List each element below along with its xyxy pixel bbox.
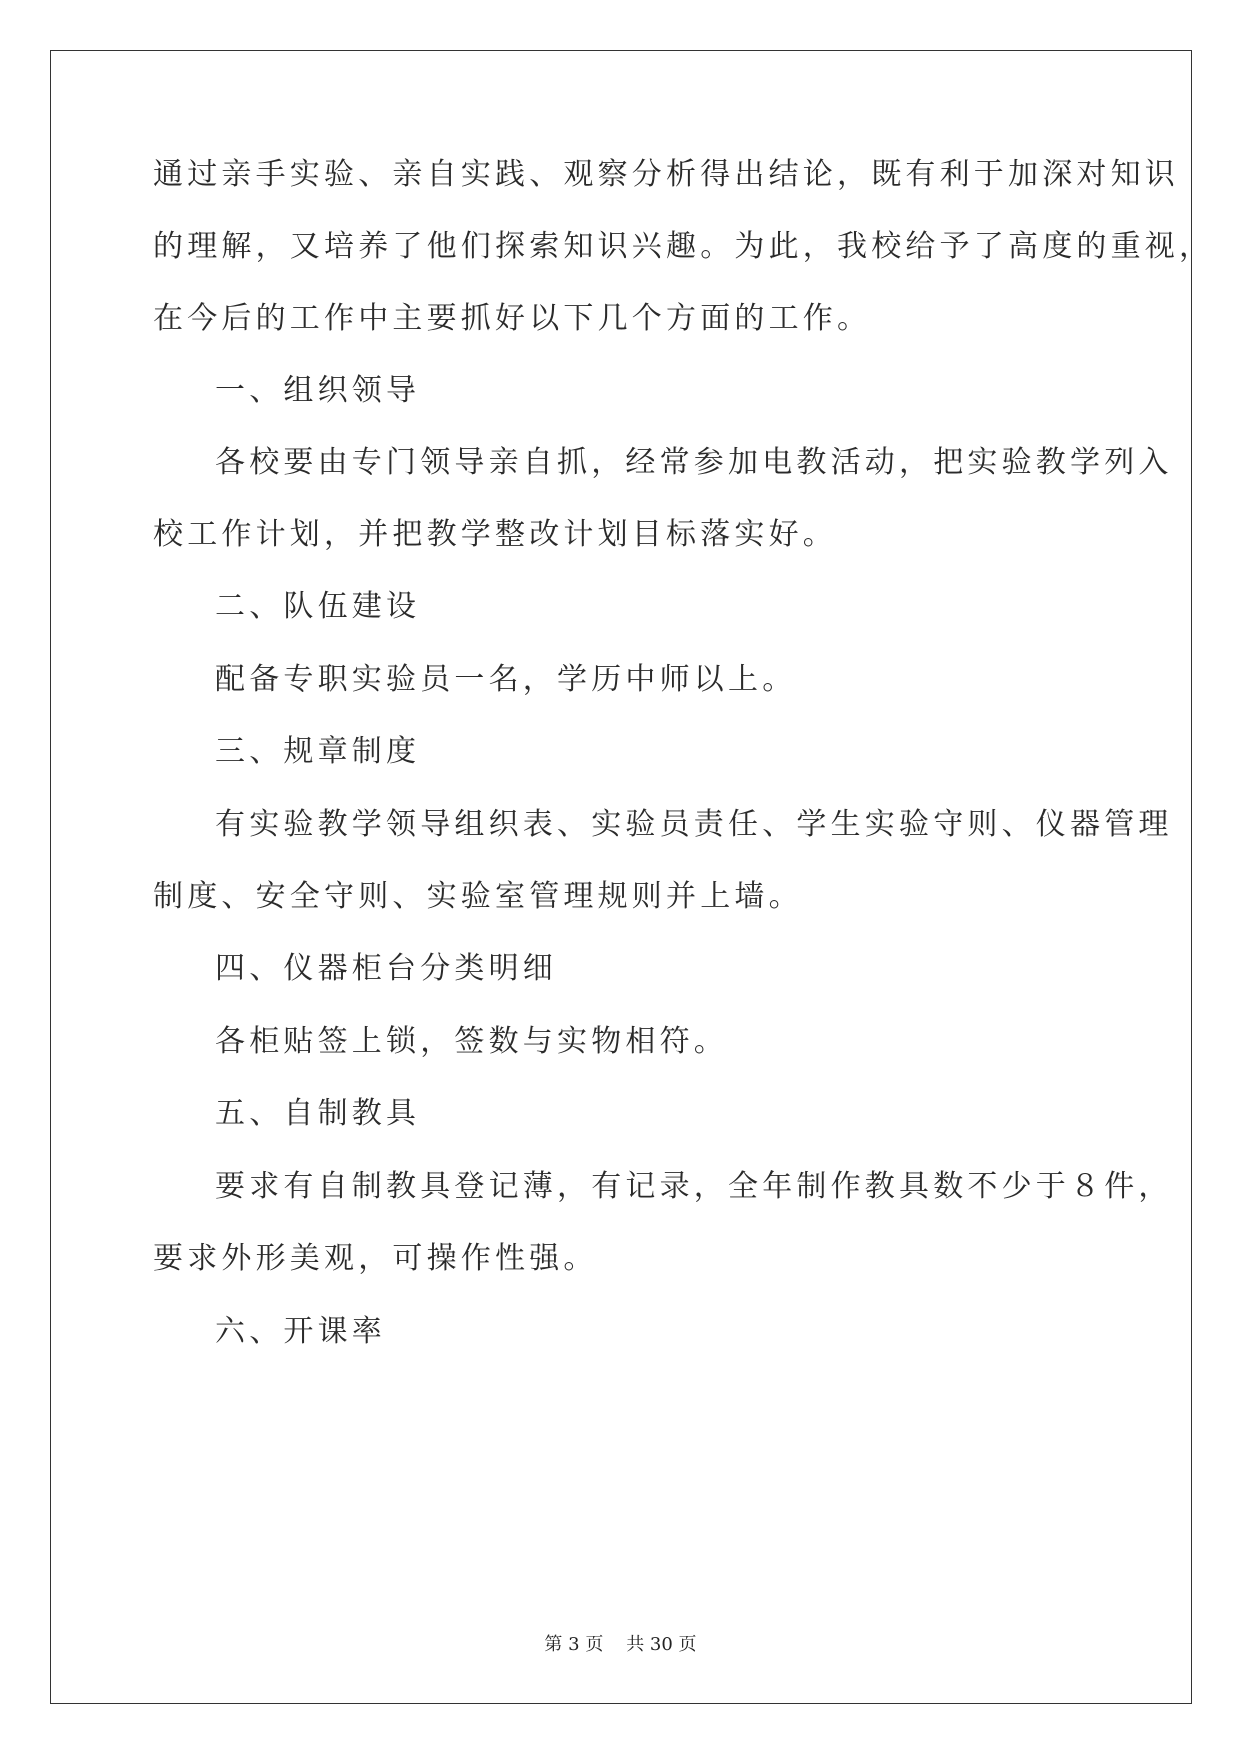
paragraph-line: 通过亲手实验、亲自实践、观察分析得出结论，既有利于加深对知识 (153, 157, 1179, 192)
page-number: 第 3 页 共 30 页 (544, 1634, 697, 1655)
section-heading: 二、队伍建设 (215, 589, 421, 624)
paragraph-line: 在今后的工作中主要抓好以下几个方面的工作。 (153, 301, 872, 336)
paragraph-line: 要求外形美观，可操作性强。 (153, 1241, 598, 1276)
paragraph-line: 的理解，又培养了他们探索知识兴趣。为此，我校给予了高度的重视， (153, 229, 1214, 264)
section-heading: 一、组织领导 (215, 373, 421, 408)
paragraph-line: 制度、安全守则、实验室管理规则并上墙。 (153, 879, 803, 914)
paragraph-line: 有实验教学领导组织表、实验员责任、学生实验守则、仪器管理 (215, 807, 1173, 842)
paragraph-line: 各校要由专门领导亲自抓，经常参加电教活动，把实验教学列入 (215, 445, 1173, 480)
paragraph-line: 各柜贴签上锁，签数与实物相符。 (215, 1024, 728, 1059)
paragraph-line: 要求有自制教具登记薄，有记录，全年制作教具数不少于８件， (215, 1169, 1173, 1204)
section-heading: 四、仪器柜台分类明细 (215, 951, 557, 986)
paragraph-line: 校工作计划，并把教学整改计划目标落实好。 (153, 517, 837, 552)
section-heading: 五、自制教具 (215, 1096, 421, 1131)
section-heading: 六、开课率 (215, 1314, 386, 1349)
paragraph-line: 配备专职实验员一名，学历中师以上。 (215, 662, 797, 697)
section-heading: 三、规章制度 (215, 734, 421, 769)
